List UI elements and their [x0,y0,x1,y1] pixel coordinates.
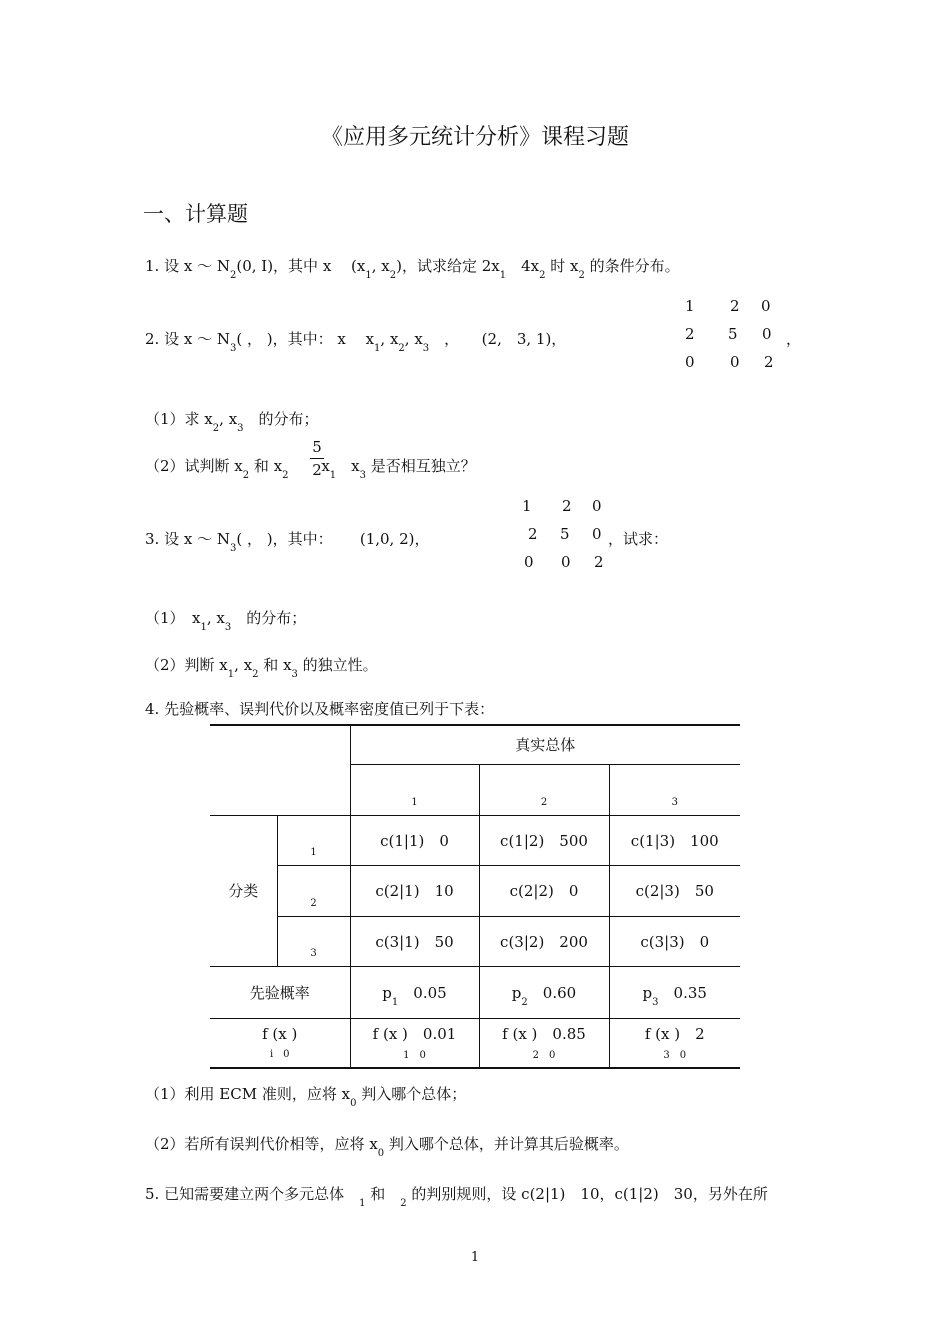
cost-cell: c(1|3) 100 [609,815,740,865]
document-title: 《应用多元统计分析》课程习题 [320,125,629,150]
true-population-header: 真实总体 [350,725,740,764]
fraction-five-halves: 5 2 [310,438,324,479]
population-col-2: 2 [479,764,609,815]
covariance-matrix-q3: 1 2 0 2 5 0 0 0 2 [522,497,604,571]
section-heading: 一、计算题 [143,202,248,226]
cost-cell: c(1|2) 500 [479,815,609,865]
classification-row-group: 分类 [210,815,277,966]
prior-cell: $p_2$ 0.60 [479,966,609,1018]
question-2-part-2: （2）试判断 $x_2$ 和 $x_2$ $x_1$ $x_3$ 是否相互独立？ [145,457,476,481]
prior-probability-label: 先验概率 [210,966,350,1018]
class-row-3: 3 [277,916,350,966]
density-label: f (x ) i 0 [210,1018,350,1068]
cost-cell: c(1|1) 0 [350,815,479,865]
cost-cell: c(3|3) 0 [609,916,740,966]
question-4: 4. 先验概率、误判代价以及概率密度值已列于下表： [145,700,495,718]
q2-tail: ， [786,330,802,348]
question-5: 5. 已知需要建立两个多元总体 $_1$ 和 $_2$ 的判别规则，设 c(2|1) 10，c(1|2) 30，另外在所 [145,1185,768,1209]
class-row-2: 2 [277,865,350,916]
question-3-part-2: （2）判断 $x_1$, $x_2$ 和 $x_3$ 的独立性。 [145,656,378,680]
misclassification-cost-table [210,724,740,1069]
q3-tail: ，试求： [608,530,669,548]
density-cell: f (x ) 0.01 1 0 [350,1018,479,1068]
cost-cell: c(2|2) 0 [479,865,609,916]
question-4-part-1: （1）利用 ECM 准则，应将 $x_0$ 判入哪个总体； [145,1085,467,1109]
table-corner-cell [210,725,350,764]
question-2: 2. 设 x ～ $N_3$( ， )，其中： x $x_1$, $x_2$, $x_3$ ， (2, 3, 1)， [145,330,567,354]
cost-cell: c(3|2) 200 [479,916,609,966]
cost-cell: c(2|1) 10 [350,865,479,916]
population-col-3: 3 [609,764,740,815]
cost-cell: c(2|3) 50 [609,865,740,916]
prior-cell: $p_3$ 0.35 [609,966,740,1018]
question-2-part-1: （1）求 $x_2$, $x_3$ 的分布； [145,410,319,434]
density-cell: f (x ) 2 3 0 [609,1018,740,1068]
covariance-matrix-q2: 1 2 0 2 5 0 0 0 2 [685,297,774,371]
density-cell: f (x ) 0.85 2 0 [479,1018,609,1068]
table-corner-cell [210,764,350,815]
question-1: 1. 设 x ～ $N_2(0$, I)，其中 x ($x_1$, $x_2$)，试求给定 $2x_1$ $4x_2$ 时 $x_2$ 的条件分布。 [145,257,680,281]
page-number: 1 [470,1250,480,1265]
prior-cell: $p_1$ 0.05 [350,966,479,1018]
population-col-1: 1 [350,764,479,815]
class-row-1: 1 [277,815,350,865]
cost-cell: c(3|1) 50 [350,916,479,966]
question-4-part-2: （2）若所有误判代价相等，应将 $x_0$ 判入哪个总体，并计算其后验概率。 [145,1135,629,1159]
question-3: 3. 设 x ～ $N_3$( ， )，其中： (1,0, 2)， [145,530,430,554]
question-3-part-1: （1） $x_1$, $x_3$ 的分布； [145,609,307,633]
